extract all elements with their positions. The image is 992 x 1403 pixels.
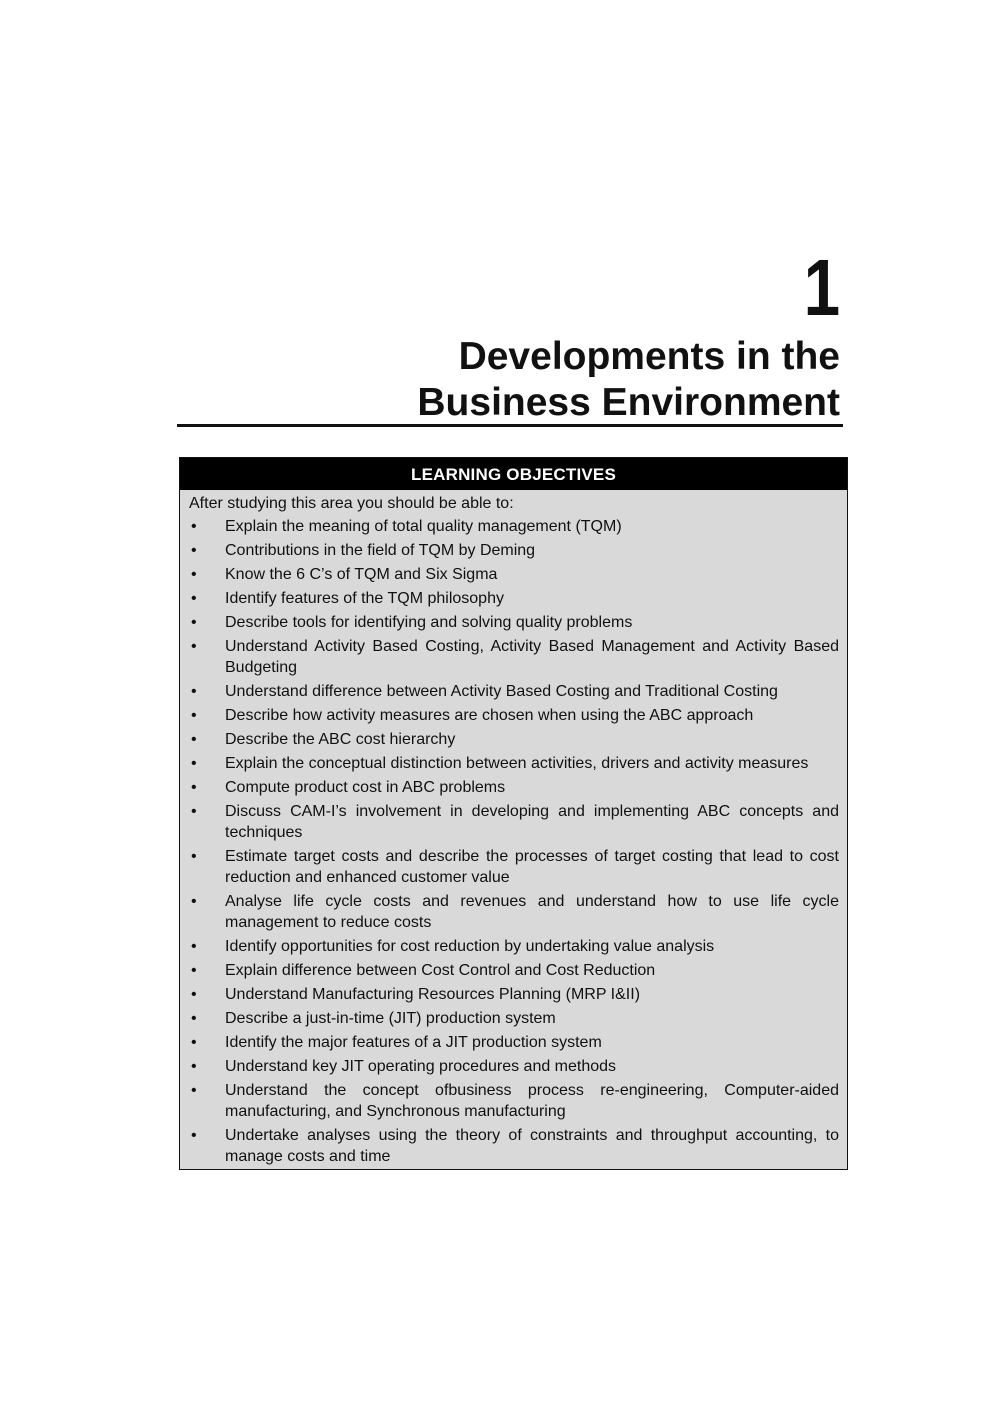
objective-item bbox=[180, 1032, 839, 1053]
bullet-icon: • bbox=[191, 848, 197, 865]
objective-text: Contributions in the field of TQM by Deming bbox=[225, 542, 536, 559]
objective-item bbox=[180, 612, 839, 633]
objective-text: Compute product cost in ABC problems bbox=[225, 779, 506, 796]
objective-item bbox=[180, 846, 839, 888]
objective-text: Explain the meaning of total quality management (TQM) bbox=[225, 518, 622, 535]
objective-text: Analyse life cycle costs and revenues and understand how to use life cycle management to reduce costs bbox=[225, 893, 839, 931]
chapter-title: Developments in the Business Environment bbox=[417, 335, 840, 424]
objective-text: Identify features of the TQM philosophy bbox=[225, 590, 504, 607]
bullet-icon: • bbox=[191, 803, 197, 820]
bullet-icon: • bbox=[191, 590, 197, 607]
objective-item bbox=[180, 1008, 839, 1029]
learning-objectives-box bbox=[179, 457, 848, 1170]
objective-text: Understand difference between Activity Based Costing and Traditional Costing bbox=[225, 683, 778, 700]
objective-text: Describe the ABC cost hierarchy bbox=[225, 731, 456, 748]
bullet-icon: • bbox=[191, 1058, 197, 1075]
bullet-icon: • bbox=[191, 707, 197, 724]
bullet-icon: • bbox=[191, 1034, 197, 1051]
bullet-icon: • bbox=[191, 614, 197, 631]
objective-text: Explain difference between Cost Control and Cost Reduction bbox=[225, 962, 656, 979]
bullet-icon: • bbox=[191, 893, 197, 910]
objective-text: Identify the major features of a JIT production system bbox=[225, 1034, 602, 1051]
objective-item bbox=[180, 564, 839, 585]
bullet-icon: • bbox=[191, 755, 197, 772]
bullet-icon: • bbox=[191, 1082, 197, 1099]
title-divider bbox=[177, 424, 843, 427]
objective-text: Understand Activity Based Costing, Activity Based Management and Activity Based Budgeting bbox=[225, 638, 839, 676]
objective-text: Undertake analyses using the theory of constraints and throughput accounting, to manage costs and time bbox=[225, 1127, 839, 1165]
objective-item bbox=[180, 936, 839, 957]
bullet-icon: • bbox=[191, 962, 197, 979]
objective-item bbox=[180, 729, 839, 750]
objective-text: Understand the concept ofbusiness process re-engineering, Computer-aided manufacturing, and Synchronous manufacturing bbox=[225, 1082, 839, 1120]
chapter-number: 1 bbox=[803, 243, 838, 332]
bullet-icon: • bbox=[191, 542, 197, 559]
learning-objectives-intro: After studying this area you should be able to: bbox=[189, 495, 514, 512]
objective-text: Know the 6 C’s of TQM and Six Sigma bbox=[225, 566, 498, 583]
bullet-icon: • bbox=[191, 986, 197, 1003]
bullet-icon: • bbox=[191, 1127, 197, 1144]
bullet-icon: • bbox=[191, 638, 197, 655]
bullet-icon: • bbox=[191, 1010, 197, 1027]
objective-item bbox=[180, 801, 839, 843]
objective-item bbox=[180, 540, 839, 561]
bullet-icon: • bbox=[191, 731, 197, 748]
objective-item bbox=[180, 636, 839, 678]
objective-item bbox=[180, 753, 839, 774]
bullet-icon: • bbox=[191, 779, 197, 796]
objective-item bbox=[180, 588, 839, 609]
objective-text: Describe tools for identifying and solving quality problems bbox=[225, 614, 633, 631]
objective-text: Identify opportunities for cost reduction by undertaking value analysis bbox=[225, 938, 715, 955]
learning-objectives-list bbox=[180, 516, 847, 1167]
objective-text: Discuss CAM-I’s involvement in developing and implementing ABC concepts and techniques bbox=[225, 803, 839, 841]
objective-text: Describe a just-in-time (JIT) production system bbox=[225, 1010, 556, 1027]
objective-item bbox=[180, 1056, 839, 1077]
objective-text: Understand Manufacturing Resources Planning (MRP I&II) bbox=[225, 986, 641, 1003]
objective-text: Understand key JIT operating procedures and methods bbox=[225, 1058, 617, 1075]
objective-item bbox=[180, 681, 839, 702]
bullet-icon: • bbox=[191, 566, 197, 583]
bullet-icon: • bbox=[191, 683, 197, 700]
objective-text: Describe how activity measures are chosen when using the ABC approach bbox=[225, 707, 754, 724]
objective-item bbox=[180, 705, 839, 726]
objective-text: Estimate target costs and describe the processes of target costing that lead to cost reduction and enhanced customer value bbox=[225, 848, 839, 886]
objective-item bbox=[180, 984, 839, 1005]
bullet-icon: • bbox=[191, 518, 197, 535]
objective-item bbox=[180, 516, 839, 537]
objective-item bbox=[180, 891, 839, 933]
objective-item bbox=[180, 1125, 839, 1167]
objective-item bbox=[180, 777, 839, 798]
objective-text: Explain the conceptual distinction between activities, drivers and activity measures bbox=[225, 755, 809, 772]
objective-item bbox=[180, 960, 839, 981]
bullet-icon: • bbox=[191, 938, 197, 955]
learning-objectives-header: LEARNING OBJECTIVES bbox=[180, 458, 847, 490]
objective-item bbox=[180, 1080, 839, 1122]
